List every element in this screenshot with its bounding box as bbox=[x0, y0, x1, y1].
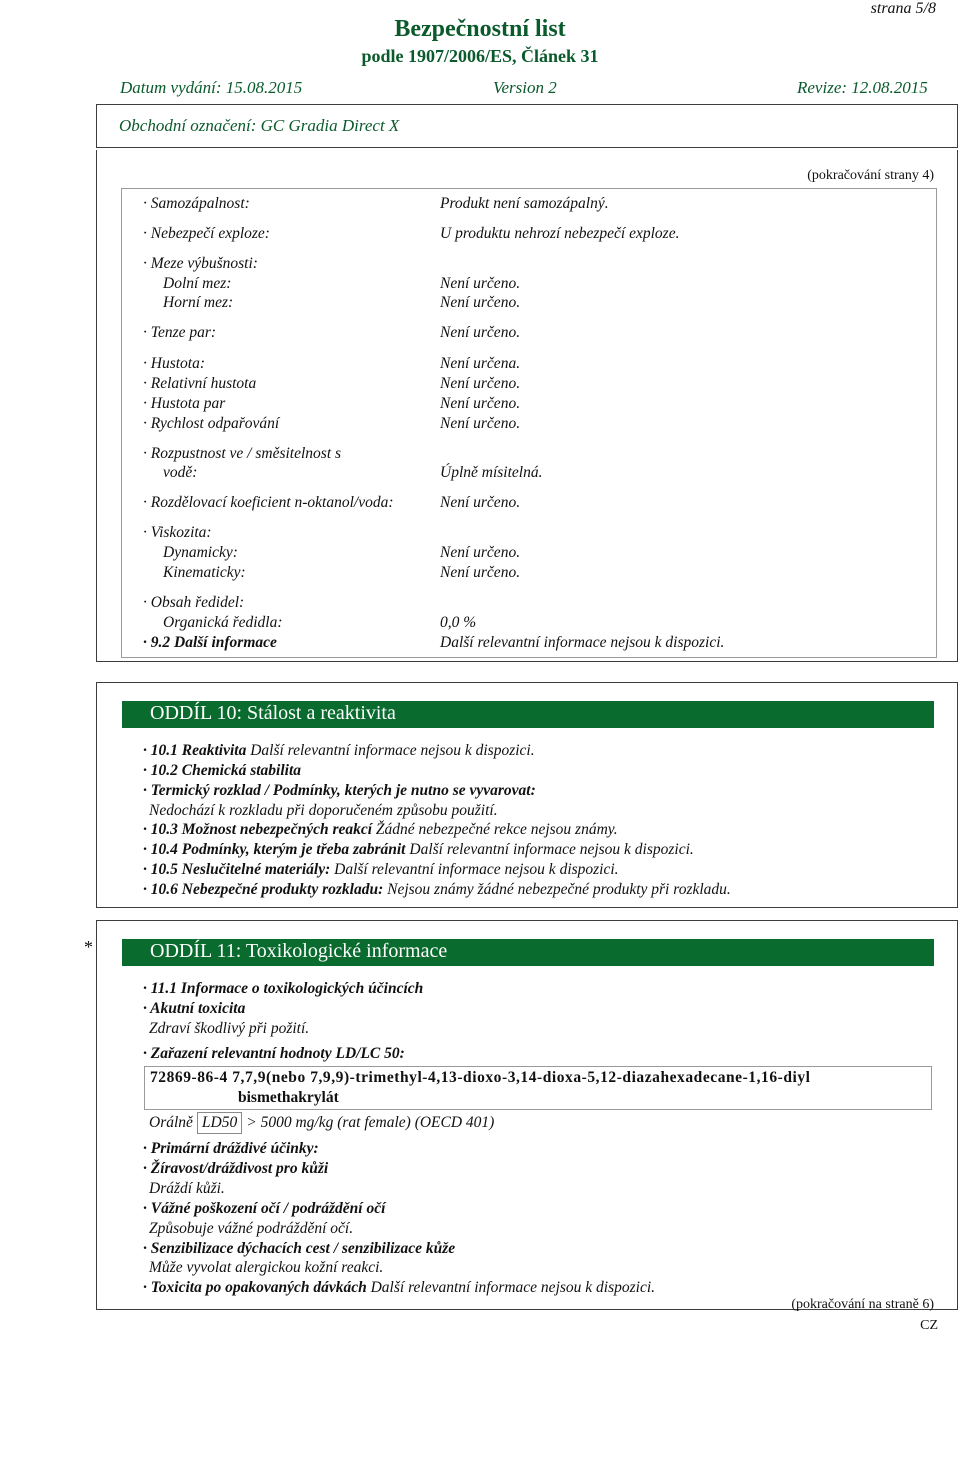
s11-primary-label: · Primární dráždivé účinky: bbox=[143, 1140, 319, 1157]
ld50-table bbox=[145, 1112, 498, 1134]
issue-date: Datum vydání: 15.08.2015 bbox=[120, 78, 303, 97]
lower-limit-label: Dolní mez: bbox=[163, 275, 232, 292]
upper-limit-label: Horní mez: bbox=[163, 294, 234, 311]
s10-reactivity-label: · 10.1 Reaktivita bbox=[143, 742, 247, 759]
s10-conditions-label: · 10.4 Podmínky, kterým je třeba zabránit bbox=[143, 841, 406, 858]
s11-sensitisation-label: · Senzibilizace dýchacích cest / senzibilizace kůže bbox=[143, 1240, 456, 1257]
cas-line-2: bismethakrylát bbox=[238, 1089, 339, 1106]
section-11-title: ODDÍL 11: Toxikologické informace bbox=[150, 940, 448, 962]
ld50-value: > 5000 mg/kg (rat female) (OECD 401) bbox=[242, 1113, 499, 1134]
relative-density-label: · Relativní hustota bbox=[143, 375, 257, 392]
s11-ld-classification-label: · Zařazení relevantní hodnoty LD/LC 50: bbox=[143, 1045, 405, 1062]
document-title: Bezpečnostní list bbox=[394, 16, 566, 42]
ld50-type: LD50 bbox=[197, 1113, 241, 1134]
s10-hazardous-reactions-label: · 10.3 Možnost nebezpečných reakcí bbox=[143, 821, 373, 838]
s11-skin-label: · Žíravost/dráždivost pro kůži bbox=[143, 1160, 329, 1177]
solvents-label: · Obsah ředidel: bbox=[143, 594, 245, 611]
s10-thermal-label: · Termický rozklad / Podmínky, kterých je nutno se vyvarovat: bbox=[143, 782, 536, 799]
revision-date: Revize: 12.08.2015 bbox=[797, 78, 928, 97]
document-subtitle: podle 1907/2006/ES, Článek 31 bbox=[361, 46, 599, 66]
s11-eye-label: · Vážné poškození očí / podráždění očí bbox=[143, 1200, 386, 1217]
solubility-label-water: vodě: bbox=[163, 464, 198, 481]
s10-incompatible bbox=[143, 861, 619, 879]
s11-sensitisation-text bbox=[149, 1259, 383, 1277]
continued-to: (pokračování na straně 6) bbox=[791, 1297, 934, 1312]
s11-eye bbox=[143, 1200, 385, 1218]
vapour-density-value: Není určeno. bbox=[440, 395, 521, 412]
vapour-pressure-label: · Tenze par: bbox=[143, 324, 217, 341]
s10-stability-label: · 10.2 Chemická stabilita bbox=[143, 762, 302, 779]
s11-eye-value: Způsobuje vážné podráždění očí. bbox=[149, 1220, 354, 1237]
ld50-route: Orálně bbox=[145, 1113, 197, 1134]
s11-ld-classification bbox=[143, 1045, 405, 1063]
s10-conditions-text: Další relevantní informace nejsou k dispozici. bbox=[405, 841, 694, 858]
cas-line: 72869-86-4 7,7,9(nebo 7,9,9)-trimethyl-4,13-dioxo-3,14-dioxa-5,12-diazahexadecane-1,16-diyl bbox=[150, 1069, 811, 1086]
organic-solvents-label: Organická ředidla: bbox=[163, 614, 283, 631]
evaporation-value: Není určeno. bbox=[440, 415, 521, 432]
kinematic-label: Kinematicky: bbox=[163, 564, 246, 581]
s10-incompatible-label: · 10.5 Neslučitelné materiály: bbox=[143, 861, 331, 878]
explosive-limits-label: · Meze výbušnosti: bbox=[143, 255, 258, 272]
vapour-density-label: · Hustota par bbox=[143, 395, 226, 412]
s10-hazardous-reactions bbox=[143, 821, 618, 839]
s10-reactivity bbox=[143, 742, 535, 760]
s11-acute bbox=[143, 1000, 245, 1018]
s11-acute-label: · Akutní toxicita bbox=[143, 1000, 246, 1017]
revision-marker: * bbox=[84, 937, 93, 957]
version: Version 2 bbox=[493, 78, 557, 97]
s10-hazardous-reactions-text: Žádné nebezpečné rekce nejsou známy. bbox=[372, 821, 618, 838]
s11-skin-value: Dráždí kůži. bbox=[149, 1180, 225, 1197]
s10-thermal-value: Nedochází k rozkladu při doporučeném způsobu použití. bbox=[149, 802, 498, 819]
kinematic-value: Není určeno. bbox=[440, 564, 521, 581]
explosion-label: · Nebezpečí exploze: bbox=[143, 225, 270, 242]
relative-density-value: Není určeno. bbox=[440, 375, 521, 392]
s11-primary bbox=[143, 1140, 319, 1158]
s11-repeated-label: · Toxicita po opakovaných dávkách bbox=[143, 1279, 367, 1296]
s10-decomposition-label: · 10.6 Nebezpečné produkty rozkladu: bbox=[143, 881, 384, 898]
density-label: · Hustota: bbox=[143, 355, 205, 372]
s11-sensitisation bbox=[143, 1240, 455, 1258]
evaporation-label: · Rychlost odpařování bbox=[143, 415, 280, 432]
partition-label: · Rozdělovací koeficient n-oktanol/voda: bbox=[143, 494, 394, 511]
s11-info bbox=[143, 980, 423, 998]
s10-reactivity-text: Další relevantní informace nejsou k dispozici. bbox=[246, 742, 535, 759]
solubility-value: Úplně mísitelná. bbox=[440, 464, 543, 481]
trade-name: Obchodní označení: GC Gradia Direct X bbox=[119, 116, 400, 135]
s10-stability bbox=[143, 762, 301, 780]
section-10-title: ODDÍL 10: Stálost a reaktivita bbox=[150, 702, 396, 724]
solubility-label: · Rozpustnost ve / směsitelnost s bbox=[143, 445, 342, 462]
self-ignition-value: Produkt není samozápalný. bbox=[440, 195, 609, 212]
dynamic-label: Dynamicky: bbox=[163, 544, 238, 561]
page-number: strana 5/8 bbox=[870, 0, 936, 17]
viscosity-label: · Viskozita: bbox=[143, 524, 212, 541]
continued-from: (pokračování strany 4) bbox=[807, 168, 934, 183]
s11-sensitisation-value: Může vyvolat alergickou kožní reakci. bbox=[149, 1259, 384, 1276]
s10-thermal-text bbox=[149, 802, 498, 820]
ld50-row bbox=[145, 1113, 498, 1134]
density-value: Není určena. bbox=[440, 355, 521, 372]
s10-decomposition-text: Nejsou známy žádné nebezpečné produkty při rozkladu. bbox=[383, 881, 731, 898]
s11-eye-text bbox=[149, 1220, 353, 1238]
s10-conditions bbox=[143, 841, 694, 859]
s11-acute-value: Zdraví škodlivý při požití. bbox=[149, 1020, 310, 1037]
s11-skin-text bbox=[149, 1180, 225, 1198]
s11-info-label: · 11.1 Informace o toxikologických účincích bbox=[143, 980, 424, 997]
partition-value: Není určeno. bbox=[440, 494, 521, 511]
s10-thermal bbox=[143, 782, 536, 800]
vapour-pressure-value: Není určeno. bbox=[440, 324, 521, 341]
other-info-label: · 9.2 Další informace bbox=[143, 634, 277, 651]
organic-solvents-value: 0,0 % bbox=[440, 614, 477, 631]
s10-decomposition bbox=[143, 881, 731, 899]
self-ignition-label: · Samozápalnost: bbox=[143, 195, 250, 212]
trade-name-box bbox=[96, 104, 958, 148]
explosion-value: U produktu nehrozí nebezpečí exploze. bbox=[440, 225, 680, 242]
s10-incompatible-text: Další relevantní informace nejsou k dispozici. bbox=[330, 861, 619, 878]
lower-limit-value: Není určeno. bbox=[440, 275, 521, 292]
s11-skin bbox=[143, 1160, 328, 1178]
upper-limit-value: Není určeno. bbox=[440, 294, 521, 311]
s11-repeated bbox=[143, 1279, 655, 1297]
s11-acute-text bbox=[149, 1020, 309, 1038]
s11-repeated-text: Další relevantní informace nejsou k dispozici. bbox=[366, 1279, 656, 1296]
other-info-value: Další relevantní informace nejsou k dispozici. bbox=[440, 634, 725, 651]
language-code: CZ bbox=[920, 1318, 938, 1333]
dynamic-value: Není určeno. bbox=[440, 544, 521, 561]
